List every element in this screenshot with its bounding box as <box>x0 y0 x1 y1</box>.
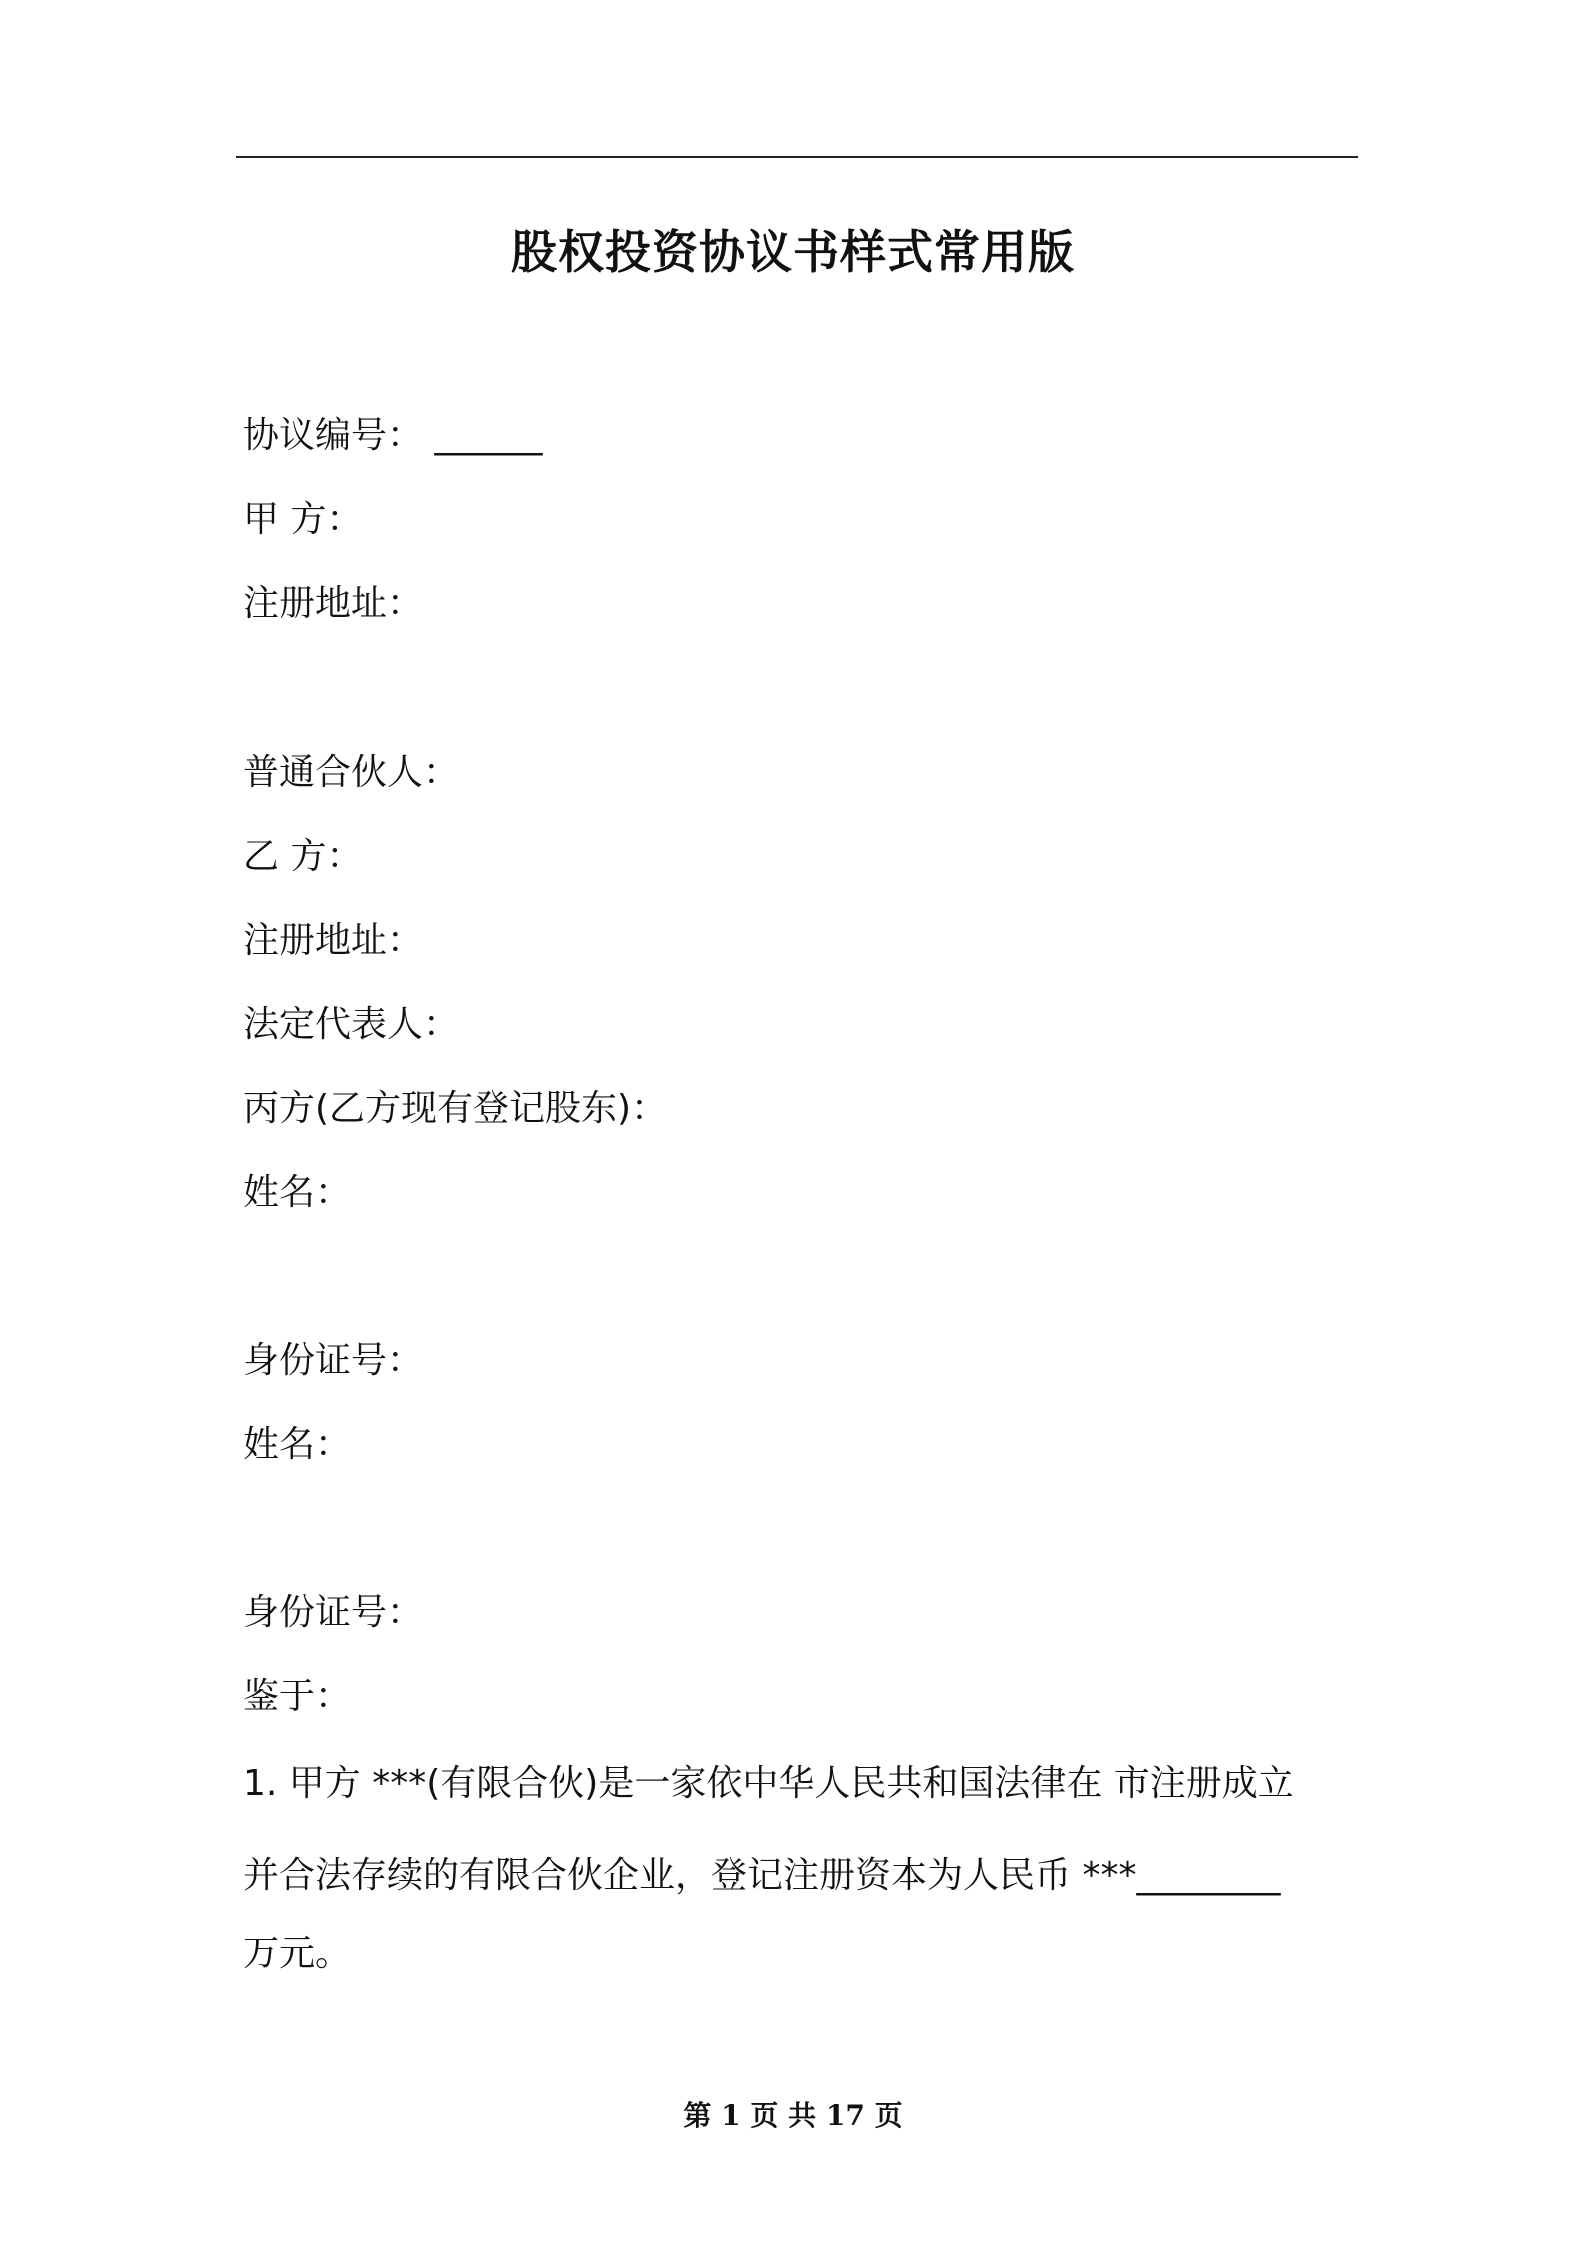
page-footer: 第 1 页 共 17 页 <box>683 2099 903 2132</box>
id-number-label-2: 身份证号： <box>243 1592 424 1633</box>
clause-1-line-3: 万元。 <box>243 1933 352 1974</box>
party-c-label: 丙方(乙方现有登记股东)： <box>243 1088 668 1129</box>
party-a-label: 甲 方： <box>243 499 363 540</box>
name-label-1: 姓名： <box>243 1172 352 1213</box>
header-rule <box>236 156 1358 158</box>
agreement-number-field: 协议编号： ______ <box>243 415 543 456</box>
clause-1-line-1: 1. 甲方 ***(有限合伙)是一家依中华人民共和国法律在 市注册成立 <box>243 1763 1294 1804</box>
general-partner-label: 普通合伙人： <box>243 752 460 793</box>
whereas-label: 鉴于： <box>243 1676 352 1717</box>
document-title: 股权投资协议书样式常用版 <box>511 225 1075 279</box>
id-number-label-1: 身份证号： <box>243 1340 424 1381</box>
legal-representative-label: 法定代表人： <box>243 1004 460 1045</box>
party-a-address-label: 注册地址： <box>243 583 424 624</box>
name-label-2: 姓名： <box>243 1424 352 1465</box>
party-b-label: 乙 方： <box>243 836 363 877</box>
clause-1-line-2: 并合法存续的有限合伙企业，登记注册资本为人民币 ***________ <box>243 1855 1281 1896</box>
party-b-address-label: 注册地址： <box>243 920 424 961</box>
